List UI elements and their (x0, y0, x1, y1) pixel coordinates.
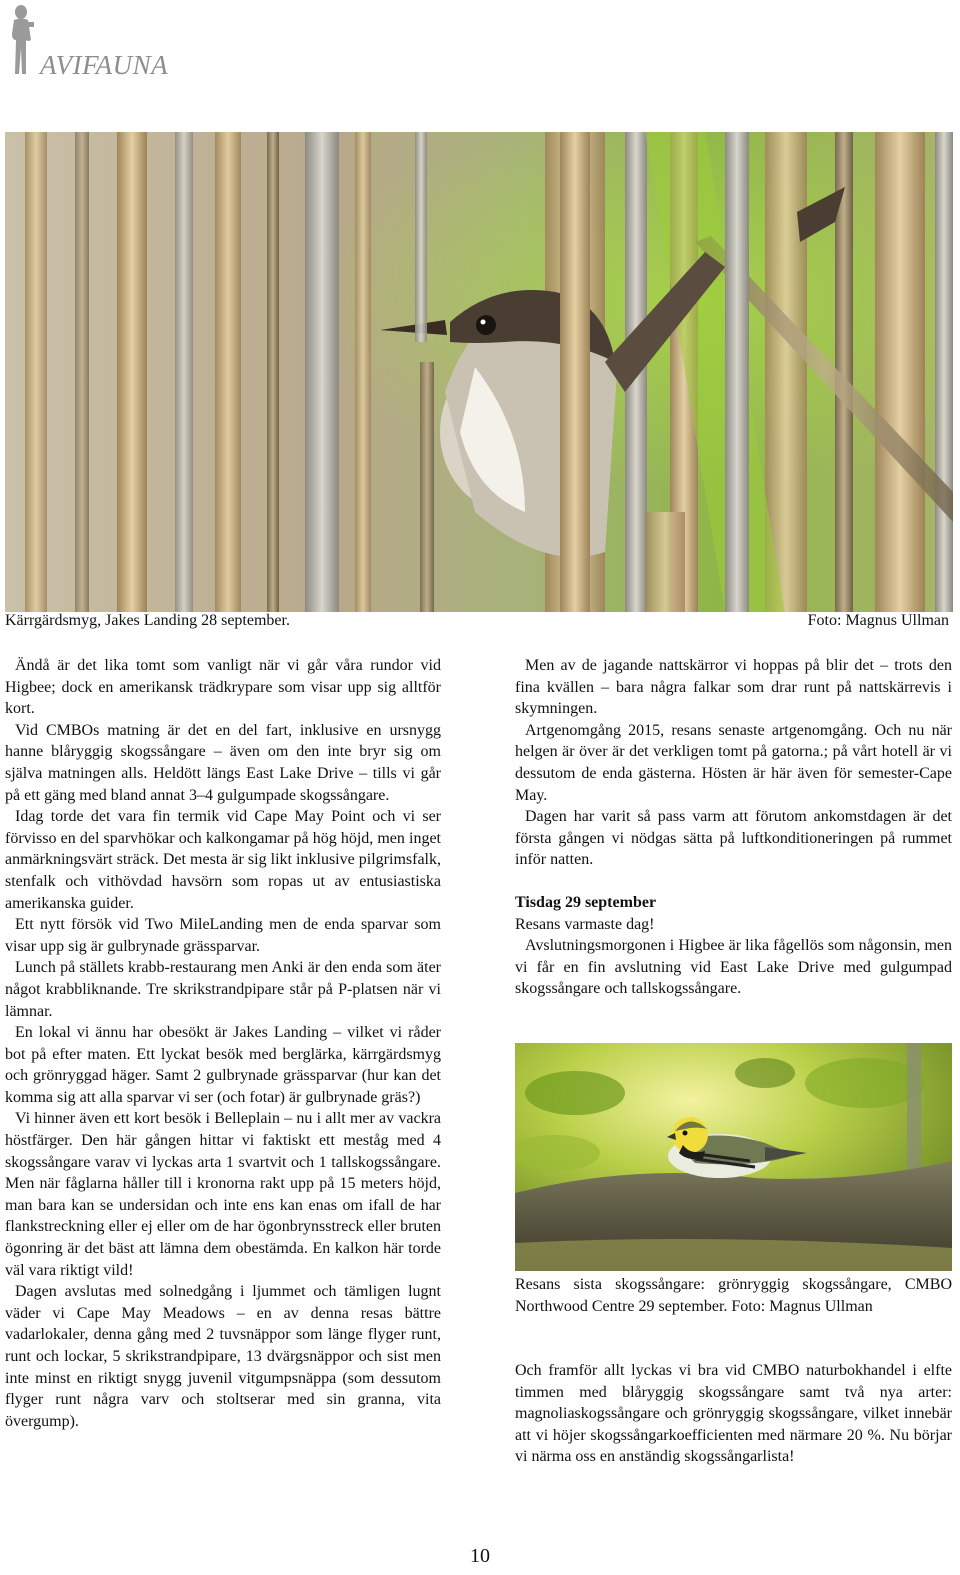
paragraph: Och framför allt lyckas vi bra vid CMBO naturbokhandel i elfte timmen med blåryggig skogssångare samt två nya arter: magnoliaskogssångare och grönryggig skogssångare, vilket innebär att vi höjer skogssångarkoefficienten med närmare 20 %. Nu börjar vi närma oss en anständig skogssångarlista! (515, 1362, 952, 1466)
paragraph: En lokal vi ännu har obesökt är Jakes Landing – vilket vi råder bot på efter maten. Ett lyckat besök med berglärka, kärrgärdsmyg och grönryggad häger. Samt 2 gulbrynade grässparvar (hur kan det komma sig att alla sparvar vi ser (och fotar) är gulbrynade gräs?) (5, 1024, 441, 1106)
paragraph: Dagen avslutas med solnedgång i ljummet och tämligen lugnt väder vi Cape May Meadows – en av denna resas bättre vadarlokaler, denna gång med 2 tuvsnäppor som länge flyger runt, runt och lockar, 5 skrikstrandpipare, 13 dvärgsnäppor och sist men inte minst en riktigt snygg juvenil vitgumpsnäppa (som dessutom flyger runt några varv och stoltserar med sin granna, vita övergump). (5, 1283, 441, 1430)
paragraph: Artgenomgång 2015, resans senaste artgenomgång. Och nu när helgen är över är det verkligen tomt på gatorna.; på vårt hotell är vi dessutom de enda gästerna. Hösten är här även för semester-Cape May. (515, 721, 952, 804)
paragraph: Men av de jagande nattskärror vi hoppas på blir det – trots den fina kvällen – bara några falkar som drar runt på nattskärrevis i skymningen. (515, 657, 952, 718)
warbler-photo (515, 1043, 952, 1271)
day-heading: Tisdag 29 september (515, 893, 657, 911)
caption-species: Kärrgärdsmyg, Jakes Landing 28 september. (5, 612, 290, 629)
paragraph: Ändå är det lika tomt som vanligt när vi går våra rundor vid Higbee; dock en amerikansk trädkrypare som visar upp sig alltför kort. (5, 657, 441, 718)
day-subheading: Resans varmaste dag! (515, 915, 655, 933)
paragraph: Lunch på ställets krabb-restaurang men Anki är den enda som äter något krabbliknande. Tre skrikstrandpipare står på P-platsen när vi lämnar. (5, 959, 441, 1020)
paragraph: Vi hinner även ett kort besök i Belleplain – nu i allt mer av vackra höstfärger. Den här gången hittar vi faktiskt ett meståg med 4 skogssångare varav vi lyckas arta 1 svartvit och 1 tallskogssångare. Men när fåglarna håller till i kronorna rakt upp på 15 meters höjd, man bara kan se undersidan och inte ens kan enas om ifall de har flankstreckning eller ej eller om de har ögonbrynsstreck eller bruten ögonring är det bäst att lämna dem obestämda. En kalkon här torde väl vara riktigt vild! (5, 1110, 441, 1279)
paragraph: Vid CMBOs matning är det en del fart, inklusive en ursnygg hanne blåryggig skogssångare – även om den inte bryr sig om själva matningen alls. Heldött längs East Lake Drive – tills vi går på ett gäng med bland annat 3–4 gulgumpade skogssångare. (5, 721, 441, 804)
paragraph: Ett nytt försök vid Two MileLanding men de enda sparvar som visar upp sig är gulbrynade grässparvar. (5, 916, 441, 955)
paragraph: Idag torde det vara fin termik vid Cape May Point och vi ser förvisso en del sparvhökar och kalkongamar på hög höjd, men inget anmärkningsvärt sträck. Det mesta är sig likt inklusive pilgrimsfalk, stenfalk och vithövdad havsörn som ropas ut av entusiastiska amerikanska guider. (5, 808, 441, 912)
paragraph: Dagen har varit så pass varm att förutom ankomstdagen är det första gången vi nödgas sätta på luftkonditioneringen på rummet inför natten. (515, 808, 952, 869)
avifauna-logo (4, 4, 184, 82)
paragraph: Avslutningsmorgonen i Higbee är lika fågellös som någonsin, men vi får en fin avslutning vid East Lake Drive med gulgumpad skogssångare och tallskogssångare. (515, 937, 952, 998)
left-column (5, 655, 441, 1432)
marsh-wren-photo (5, 132, 953, 612)
page-number: 10 (470, 1545, 490, 1567)
caption-credit: Foto: Magnus Ullman (807, 612, 949, 629)
birdwatcher-figure-icon (4, 4, 38, 76)
warbler-photo-caption: Resans sista skogssångare: grönryggig skogssångare, CMBO Northwood Centre 29 september. Foto: Magnus Ullman (515, 1276, 952, 1315)
main-photo-caption (5, 612, 949, 634)
logo-text: AVIFAUNA (40, 50, 169, 80)
right-column (515, 655, 952, 1000)
